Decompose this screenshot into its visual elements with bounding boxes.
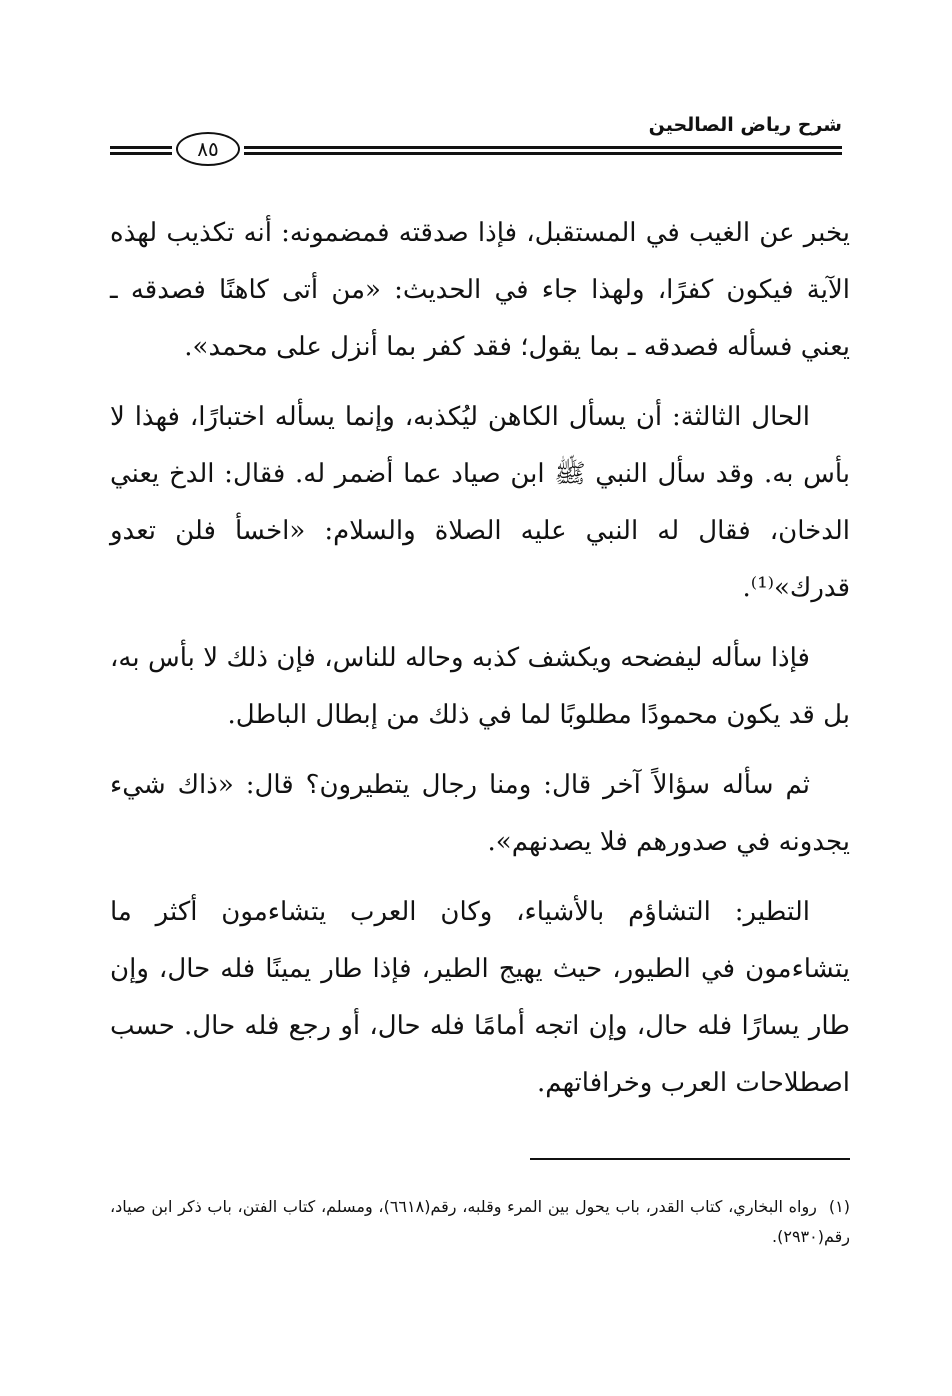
footnote-number: (١) <box>828 1197 851 1216</box>
header-rule-line <box>110 146 172 149</box>
header-rule-line <box>244 146 842 149</box>
header-rule-line <box>110 152 172 155</box>
paragraph: الحال الثالثة: أن يسأل الكاهن ليُكذبه، وإنما يسأله اختبارًا، فهذا لا بأس به. وقد سأل النبي ﷺ ابن صياد عما أضمر له. فقال: الدخ يعني الدخان، فقال له النبي عليه الصلاة والسلام: «اخسأ فلن تعدو قدرك»⁽¹⁾. <box>110 402 850 603</box>
paragraph: يخبر عن الغيب في المستقبل، فإذا صدقته فمضمونه: أنه تكذيب لهذه الآية فيكون كفرًا، ولهذا جاء في الحديث: «من أتى كاهنًا فصدقه ـ يعني فسأله فصدقه ـ بما يقول؛ فقد كفر بما أنزل على محمد». <box>110 218 850 362</box>
paragraph: فإذا سأله ليفضحه ويكشف كذبه وحاله للناس، فإن ذلك لا بأس به، بل قد يكون محمودًا مطلوبًا لما في ذلك من إبطال الباطل. <box>110 643 850 730</box>
page-number: ٨٥ <box>176 132 240 166</box>
footnote-text: رواه البخاري، كتاب القدر، باب يحول بين المرء وقلبه، رقم(٦٦١٨)، ومسلم، كتاب الفتن، باب ذكر ابن صياد، رقم(٢٩٣٠). <box>110 1197 850 1246</box>
paragraph: التطير: التشاؤم بالأشياء، وكان العرب يتشاءمون أكثر ما يتشاءمون في الطيور، حيث يهيج الطير، فإذا طار يمينًا فله حال، وإن طار يسارًا فله حال، وإن اتجه أمامًا فله حال، أو رجع فله حال. حسب اصطلاحات العرب وخرافاتهم. <box>110 897 851 1098</box>
header-rule-line <box>244 152 842 155</box>
page-header <box>110 110 842 170</box>
footnote <box>110 1192 850 1252</box>
paragraph: ثم سأله سؤالاً آخر قال: ومنا رجال يتطيرون؟ قال: «ذاك شيء يجدونه في صدورهم فلا يصدنهم». <box>110 770 850 857</box>
footnote-separator <box>530 1158 850 1160</box>
main-text <box>110 205 850 1125</box>
book-title: شرح رياض الصالحين <box>648 114 842 136</box>
